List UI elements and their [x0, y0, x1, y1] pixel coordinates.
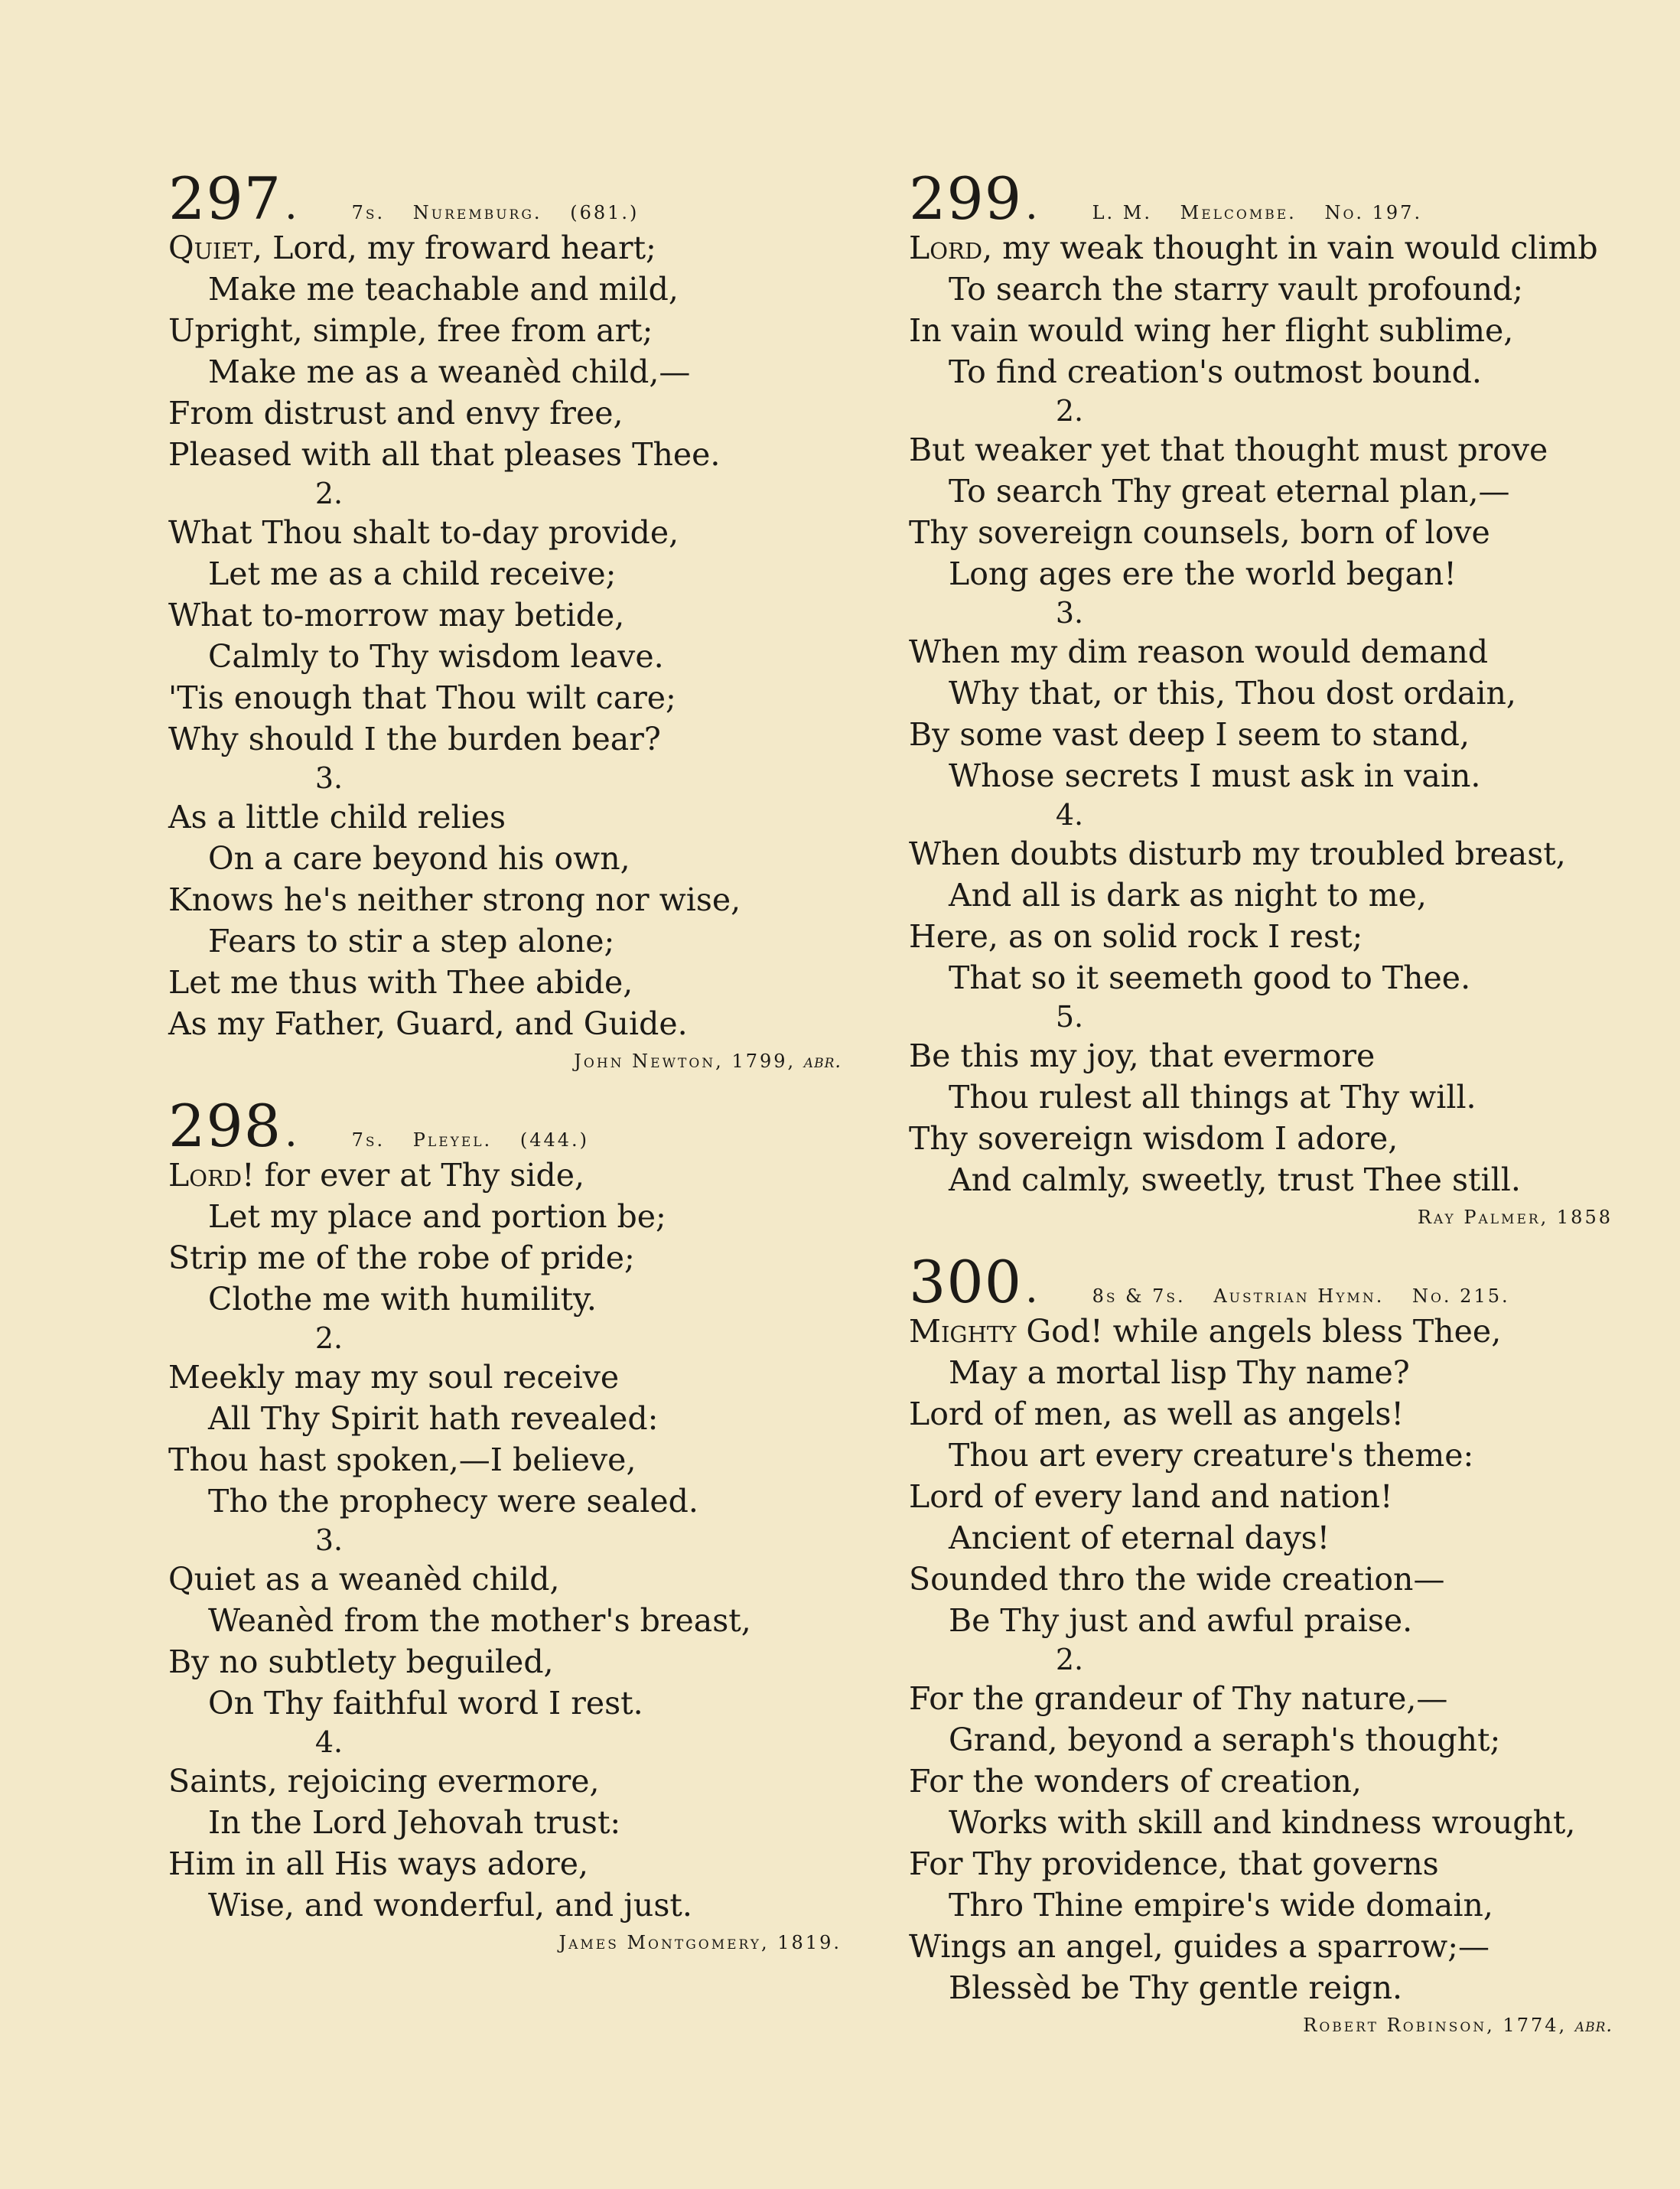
verse-line: When doubts disturb my troubled breast, [909, 836, 1566, 872]
first-word: Mighty [909, 1313, 1017, 1350]
meter: 8s & 7s. [1092, 1285, 1186, 1307]
verse-line: That so it seemeth good to Thee. [949, 959, 1471, 996]
verse-line: Blessèd be Thy gentle reign. [949, 1969, 1403, 2006]
stanza-1 [909, 227, 1613, 393]
author-attribution: Robert Robinson, 1774, abr. [1303, 2015, 1613, 2036]
verse-line: Knows he's neither strong nor wise, [168, 881, 741, 918]
tune-ref: No. 197. [1324, 202, 1423, 223]
verse-line: By some vast deep I seem to stand, [909, 716, 1470, 753]
verse-line: Thou rulest all things at Thy will. [949, 1079, 1477, 1116]
tune-name: Pleyel. [412, 1129, 493, 1151]
verse-line: To find creation's outmost bound. [949, 353, 1482, 390]
first-word: Lord! [168, 1157, 255, 1194]
verse-line: Be this my joy, that evermore [909, 1037, 1376, 1074]
verse-line: For the wonders of creation, [909, 1763, 1362, 1800]
hymn-number: 298. [168, 1092, 298, 1160]
hymn-number: 299. [909, 165, 1039, 233]
stanza-number: 5. [1055, 1000, 1084, 1034]
verse-line: Why that, or this, Thou dost ordain, [949, 675, 1516, 712]
meter: L. M. [1092, 202, 1152, 223]
verse-line: Lord of every land and nation! [909, 1478, 1393, 1515]
verse-line: Be Thy just and awful praise. [949, 1602, 1413, 1639]
verse-line: Sounded thro the wide creation— [909, 1561, 1445, 1598]
verse-line: Calmly to Thy wisdom leave. [208, 638, 664, 675]
right-column [909, 165, 1613, 2064]
hymn-header [168, 1092, 842, 1160]
hymn-number: 297. [168, 165, 298, 233]
hymn-300 [909, 1248, 1613, 2042]
stanza-number: 3. [314, 761, 343, 795]
stanza-number: 2. [1055, 394, 1084, 428]
verse-line: To search Thy great eternal plan,— [949, 473, 1510, 510]
verse-line: Let me thus with Thee abide, [168, 964, 633, 1001]
stanza-number: 2. [314, 477, 343, 510]
verse-line: 'Tis enough that Thou wilt care; [168, 679, 676, 716]
author-attribution: James Montgomery, 1819. [558, 1932, 842, 1953]
verse-line: Wings an angel, guides a sparrow;— [909, 1928, 1490, 1965]
verse-line: All Thy Spirit hath revealed: [208, 1400, 659, 1437]
author-attribution: John Newton, 1799, abr. [574, 1051, 842, 1072]
stanza-1 [168, 227, 842, 475]
verse-line: Quiet, Lord, my froward heart; [168, 230, 656, 266]
hymn-298 [168, 1092, 842, 1959]
verse-line: Fears to stir a step alone; [208, 923, 615, 959]
verse-line: Tho the prophecy were sealed. [208, 1483, 698, 1520]
hymn-tune-info [1092, 1285, 1530, 1307]
tune-ref: (681.) [570, 202, 640, 223]
hymn-tune-info [352, 202, 659, 223]
tune-name: Austrian Hymn. [1213, 1285, 1385, 1307]
verse-line: Why should I the burden bear? [168, 721, 661, 757]
meter: 7s. [351, 1129, 386, 1151]
verse-line: As a little child relies [168, 799, 506, 836]
verse-line: For Thy providence, that governs [909, 1845, 1439, 1882]
stanza-2 [909, 1678, 1613, 2008]
stanza-2 [168, 1357, 842, 1522]
verse-line: What to-morrow may betide, [168, 597, 625, 634]
stanza-3 [909, 631, 1613, 796]
verse-line: Him in all His ways adore, [168, 1845, 589, 1882]
verse-line: Make me teachable and mild, [208, 271, 679, 308]
verse-line: May a mortal lisp Thy name? [949, 1354, 1410, 1391]
verse-line: Weanèd from the mother's breast, [208, 1602, 751, 1639]
tune-ref: No. 215. [1411, 1285, 1510, 1307]
meter: 7s. [351, 202, 386, 223]
left-column [168, 165, 842, 1981]
verse-line: Lord of men, as well as angels! [909, 1396, 1404, 1432]
verse-line: On a care beyond his own, [208, 840, 630, 877]
stanza-1 [168, 1155, 842, 1320]
verse-line: And calmly, sweetly, trust Thee still. [949, 1161, 1521, 1198]
verse-line: On Thy faithful word I rest. [208, 1685, 643, 1722]
stanza-4 [909, 833, 1613, 998]
stanza-5 [909, 1035, 1613, 1200]
verse-line: When my dim reason would demand [909, 634, 1489, 670]
hymn-297 [168, 165, 842, 1078]
stanza-number: 2. [314, 1321, 343, 1355]
verse-line: Thro Thine empire's wide domain, [949, 1887, 1493, 1924]
stanza-1 [909, 1311, 1613, 1641]
verse-line: But weaker yet that thought must prove [909, 432, 1548, 468]
verse-line: And all is dark as night to me, [949, 877, 1427, 914]
stanza-2 [168, 512, 842, 760]
stanza-number: 3. [314, 1523, 343, 1557]
verse-line: Strip me of the robe of pride; [168, 1239, 635, 1276]
hymn-299 [909, 165, 1613, 1234]
verse-line: Quiet as a weanèd child, [168, 1561, 560, 1598]
verse-line: Wise, and wonderful, and just. [208, 1887, 692, 1924]
verse-line: Grand, beyond a seraph's thought; [949, 1722, 1501, 1758]
verse-line: Thy sovereign wisdom I adore, [909, 1120, 1398, 1157]
verse-line: Upright, simple, free from art; [168, 312, 653, 349]
tune-name: Melcombe. [1180, 202, 1297, 223]
verse-line: Lord, my weak thought in vain would climb [909, 230, 1598, 266]
stanza-number: 3. [1055, 596, 1084, 630]
verse-line: In vain would wing her flight sublime, [909, 312, 1514, 349]
verse-line: Lord! for ever at Thy side, [168, 1157, 585, 1194]
verse-line: Make me as a weanèd child,— [208, 353, 691, 390]
tune-ref: (444.) [519, 1129, 589, 1151]
verse-line: Clothe me with humility. [208, 1281, 597, 1318]
verse-line: Here, as on solid rock I rest; [909, 918, 1363, 955]
verse-line: In the Lord Jehovah trust: [208, 1804, 621, 1841]
stanza-number: 4. [314, 1725, 343, 1759]
stanza-number: 4. [1055, 798, 1084, 832]
hymn-tune-info [352, 1129, 609, 1151]
stanza-number: 2. [1055, 1643, 1084, 1676]
verse-line: For the grandeur of Thy nature,— [909, 1680, 1448, 1717]
first-word: Quiet, [168, 230, 263, 266]
verse-line: Ancient of eternal days! [949, 1520, 1330, 1556]
verse-line: Works with skill and kindness wrought, [949, 1804, 1576, 1841]
verse-line: Long ages ere the world began! [949, 555, 1457, 592]
verse-line: Saints, rejoicing evermore, [168, 1763, 600, 1800]
hymn-header [168, 165, 842, 233]
verse-line: As my Father, Guard, and Guide. [168, 1005, 688, 1042]
verse-line: From distrust and envy free, [168, 395, 623, 432]
stanza-3 [168, 1559, 842, 1724]
first-word: Lord, [909, 230, 993, 266]
hymn-number: 300. [909, 1248, 1039, 1316]
verse-line: To search the starry vault profound; [949, 271, 1524, 308]
stanza-3 [168, 796, 842, 1044]
tune-name: Nuremburg. [412, 202, 542, 223]
verse-line: Mighty God! while angels bless Thee, [909, 1313, 1502, 1350]
verse-line: Thy sovereign counsels, born of love [909, 514, 1490, 551]
verse-line: Thou hast spoken,—I believe, [168, 1441, 637, 1478]
verse-line: Thou art every creature's theme: [949, 1437, 1474, 1474]
verse-line: Let me as a child receive; [208, 555, 617, 592]
hymn-tune-info [1092, 202, 1442, 223]
verse-line: By no subtlety beguiled, [168, 1643, 554, 1680]
verse-line: Meekly may my soul receive [168, 1359, 620, 1396]
author-attribution: Ray Palmer, 1858 [1417, 1207, 1613, 1228]
verse-line: What Thou shalt to-day provide, [168, 514, 679, 551]
hymn-header [909, 165, 1613, 233]
hymn-header [909, 1248, 1613, 1316]
verse-line: Pleased with all that pleases Thee. [168, 436, 721, 473]
verse-line: Let my place and portion be; [208, 1198, 666, 1235]
stanza-2 [909, 429, 1613, 594]
verse-line: Whose secrets I must ask in vain. [949, 757, 1481, 794]
stanza-4 [168, 1761, 842, 1926]
